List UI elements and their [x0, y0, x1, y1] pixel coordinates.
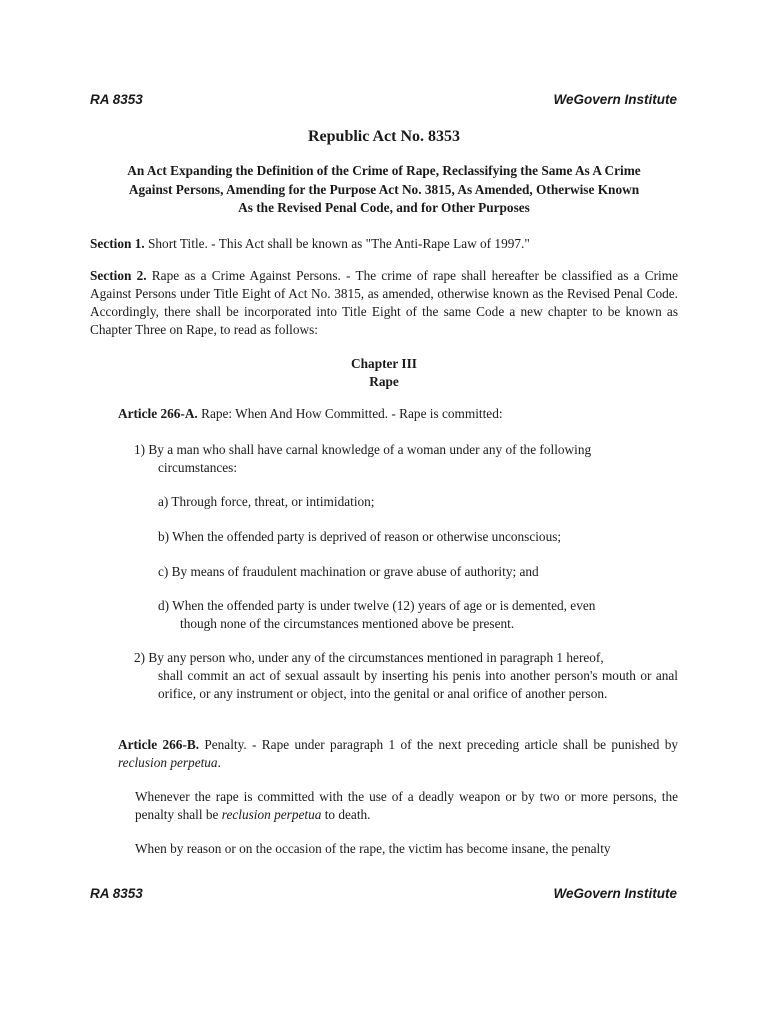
list-item-1-first-line: 1) By a man who shall have carnal knowledge of a woman under any of the following: [134, 442, 592, 457]
subtitle-line-1: An Act Expanding the Definition of the Crime of Rape, Reclassifying the Same As A Crime: [127, 163, 641, 178]
sub-item-b: b) When the offended party is deprived of reason or otherwise unconscious;: [158, 529, 562, 544]
article-266b-end: .: [217, 755, 221, 770]
chapter-number: Chapter III: [351, 356, 417, 371]
section-2: [90, 267, 678, 339]
article-266b-text: Penalty. - Rape under paragraph 1 of the next preceding article shall be punished by: [199, 737, 678, 752]
sub-item-d: [158, 597, 678, 633]
sub-item-a: a) Through force, threat, or intimidation;: [158, 494, 375, 509]
list-item-2-first-line: 2) By any person who, under any of the circumstances mentioned in paragraph 1 hereof,: [134, 650, 604, 665]
document-subtitle: [90, 162, 678, 218]
section-2-text: Rape as a Crime Against Persons. - The crime of rape shall hereafter be classified as a Crime Against Persons under Title Eight of Act No. 3815, as amended, otherwise known as the Revised Penal Code. Accordingly, there shall be incorporated into Title Eight of the same Code a new chapter to be known as Chapter Three on Rape, to read as follows:: [90, 268, 678, 337]
article-266a-text: Rape: When And How Committed. - Rape is committed:: [197, 406, 503, 421]
list-item-1-continuation: circumstances:: [158, 460, 238, 475]
sub-item-c: c) By means of fraudulent machination or grave abuse of authority; and: [158, 564, 539, 579]
chapter-name: Rape: [369, 374, 399, 389]
list-item-2-continuation: shall commit an act of sexual assault by inserting his penis into another person's mouth or anal orifice, or any instrument or object, into the genital or anal orifice of another person.: [158, 668, 678, 701]
section-1: [90, 235, 678, 253]
penalty-1-reclusion-perpetua: reclusion perpetua: [221, 807, 322, 822]
header-right: WeGovern Institute: [553, 92, 677, 107]
penalty-paragraph-2: When by reason or on the occasion of the rape, the victim has become insane, the penalty: [135, 841, 611, 856]
article-266b-reclusion-perpetua: reclusion perpetua: [118, 755, 218, 770]
article-266a: [118, 405, 678, 423]
section-1-text: Short Title. - This Act shall be known as "The Anti-Rape Law of 1997.": [144, 236, 530, 251]
header-left: RA 8353: [90, 92, 143, 107]
subtitle-line-2: Against Persons, Amending for the Purpose Act No. 3815, As Amended, Otherwise Known: [128, 181, 640, 197]
sub-item-d-continuation: though none of the circumstances mentioned above be present.: [180, 616, 515, 631]
penalty-1-text: Whenever the rape is committed with the use of a deadly weapon or by two or more persons, the penalty shall be: [135, 789, 678, 822]
article-266a-label: Article 266-A.: [118, 406, 198, 421]
article-266b-label: Article 266-B.: [118, 737, 200, 752]
list-item-2: [134, 649, 678, 703]
penalty-paragraph-1: [135, 788, 678, 824]
chapter-heading: [90, 355, 678, 391]
section-1-label: Section 1.: [90, 236, 145, 251]
footer-left: RA 8353: [90, 886, 143, 901]
article-266b: [118, 736, 678, 772]
sub-item-d-first-line: d) When the offended party is under twelve (12) years of age or is demented, even: [158, 598, 596, 613]
penalty-1-end: to death.: [321, 807, 371, 822]
list-item-1: [134, 441, 678, 477]
section-2-label: Section 2.: [90, 268, 147, 283]
page-footer: [90, 886, 677, 901]
footer-right: WeGovern Institute: [553, 886, 677, 901]
document-title: Republic Act No. 8353: [308, 128, 460, 145]
subtitle-line-3: As the Revised Penal Code, and for Other Purposes: [238, 200, 530, 215]
page-header: [90, 92, 677, 107]
